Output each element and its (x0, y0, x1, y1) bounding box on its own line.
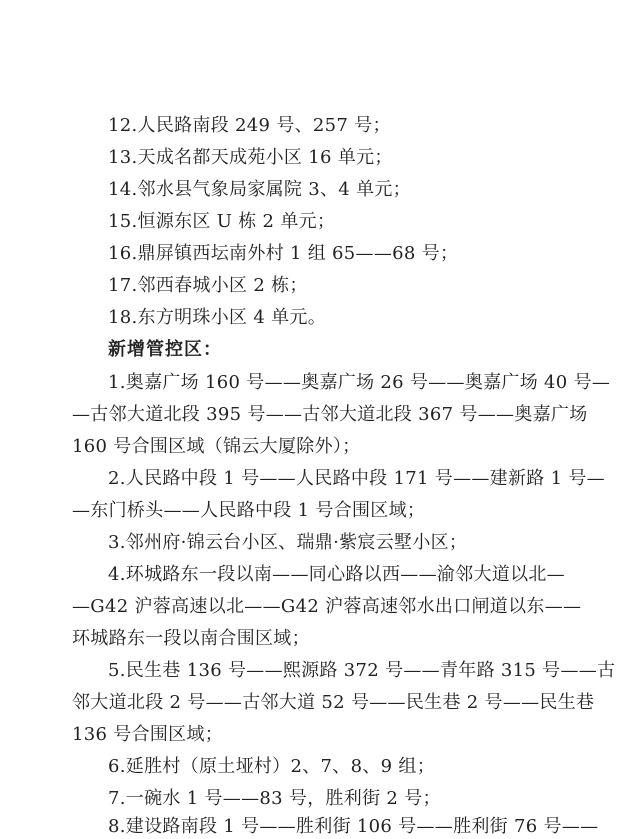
list-item-18: 18.东方明珠小区 4 单元。 (108, 307, 327, 328)
list-item-13: 13.天成名都天成苑小区 16 单元； (108, 147, 393, 168)
area-4-line-2: —G42 沪蓉高速以北——G42 沪蓉高速邻水出口闸道以东—— (72, 596, 582, 617)
list-item-16: 16.鼎屏镇西坛南外村 1 组 65——68 号； (108, 243, 459, 264)
area-2-line-2: —东门桥头——人民路中段 1 号合围区域； (72, 500, 426, 521)
section-heading: 新增管控区： (108, 339, 222, 360)
area-3-line-1: 3.邻州府·锦云台小区、瑞鼎·紫宸云墅小区； (108, 532, 468, 553)
area-2-line-1: 2.人民路中段 1 号——人民路中段 171 号——建新路 1 号— (108, 468, 605, 489)
area-5-line-3: 136 号合围区域； (72, 724, 224, 745)
list-item-12: 12.人民路南段 249 号、257 号； (108, 115, 391, 136)
list-item-15: 15.恒源东区 U 栋 2 单元； (108, 211, 336, 232)
area-6-line-1: 6.延胜村（原土垭村）2、7、8、9 组； (108, 756, 436, 777)
list-item-17: 17.邻西春城小区 2 栋； (108, 275, 308, 296)
area-5-line-1: 5.民生巷 136 号——熙源路 372 号——青年路 315 号——古 (108, 660, 616, 681)
area-5-line-2: 邻大道北段 2 号——古邻大道 52 号——民生巷 2 号——民生巷 (72, 692, 595, 713)
area-1-line-1: 1.奥嘉广场 160 号——奥嘉广场 26 号——奥嘉广场 40 号— (108, 372, 611, 393)
area-7-line-1: 7.一碗水 1 号——83 号，胜利街 2 号； (108, 788, 441, 809)
area-1-line-3: 160 号合围区域（锦云大厦除外）； (72, 436, 361, 457)
area-1-line-2: —古邻大道北段 395 号——古邻大道北段 367 号——奥嘉广场 (72, 404, 588, 425)
area-4-line-3: 环城路东一段以南合围区域； (72, 628, 310, 649)
list-item-14: 14.邻水县气象局家属院 3、4 单元； (108, 179, 411, 200)
area-4-line-1: 4.环城路东一段以南——同心路以西——渝邻大道以北— (108, 564, 565, 585)
area-8-line-1: 8.建设路南段 1 号——胜利街 106 号——胜利街 76 号—— (108, 816, 599, 837)
